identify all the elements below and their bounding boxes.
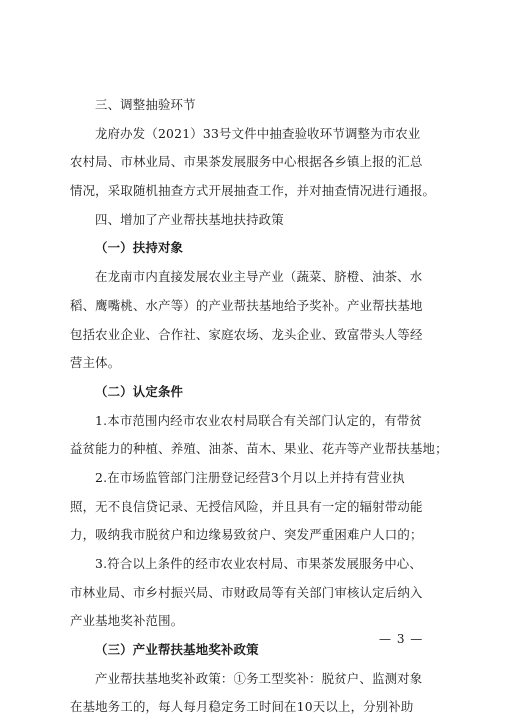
- paragraph-line: 情况，采取随机抽查方式开展抽查工作，并对抽查情况进行通报。: [70, 183, 436, 199]
- paragraph-line: 营主体。: [70, 355, 121, 371]
- paragraph-line: 3.符合以上条件的经市农业农村局、市果茶发展服务中心、: [95, 556, 422, 571]
- paragraph-line: 益贫能力的种植、养殖、油茶、苗木、果业、花卉等产业帮扶基地；: [70, 441, 448, 457]
- subheading-subsidy-policy: （三）产业帮扶基地奖补政策: [95, 642, 259, 658]
- paragraph-line: 2.在市场监管部门注册登记经营3个月以上并持有营业执: [95, 469, 405, 485]
- section-heading-3: 三、调整抽验环节: [95, 97, 196, 112]
- paragraph-line: 在龙南市内直接发展农业主导产业（蔬菜、脐橙、油茶、水: [95, 269, 423, 285]
- paragraph-line: 龙府办发（2021）33号文件中抽查验收环节调整为市农业: [95, 125, 421, 141]
- subheading-support-targets: （一）扶持对象: [95, 240, 184, 256]
- paragraph-line: 市林业局、市乡村振兴局、市财政局等有关部门审核认定后纳入: [70, 584, 423, 600]
- paragraph-line: 稻、鹰嘴桃、水产等）的产业帮扶基地给予奖补。产业帮扶基地: [70, 297, 423, 313]
- section-heading-4: 四、增加了产业帮扶基地扶持政策: [95, 211, 284, 227]
- paragraph-line: 1.本市范围内经市农业农村局联合有关部门认定的，有带贫: [95, 412, 422, 428]
- document-body: [70, 91, 448, 722]
- page-number: — 3 —: [379, 632, 424, 646]
- paragraph-line: 产业帮扶基地奖补政策：①务工型奖补：脱贫户、监测对象: [95, 670, 423, 686]
- paragraph-line: 农村局、市林业局、市果茶发展服务中心根据各乡镇上报的汇总: [70, 154, 423, 170]
- paragraph-line: 包括农业企业、合作社、家庭农场、龙头企业、致富带头人等经: [70, 326, 423, 342]
- paragraph-line: 力，吸纳我市脱贫户和边缘易致贫户、突发严重困难户人口的；: [70, 527, 423, 543]
- paragraph-line: 在基地务工的，每人每月稳定务工时间在10天以上，分别补助: [70, 699, 414, 715]
- paragraph-line: 照，无不良信贷记录、无授信风险，并且具有一定的辐射带动能: [70, 498, 423, 514]
- paragraph-line: 产业基地奖补范围。: [70, 613, 184, 629]
- subheading-criteria: （二）认定条件: [95, 383, 184, 399]
